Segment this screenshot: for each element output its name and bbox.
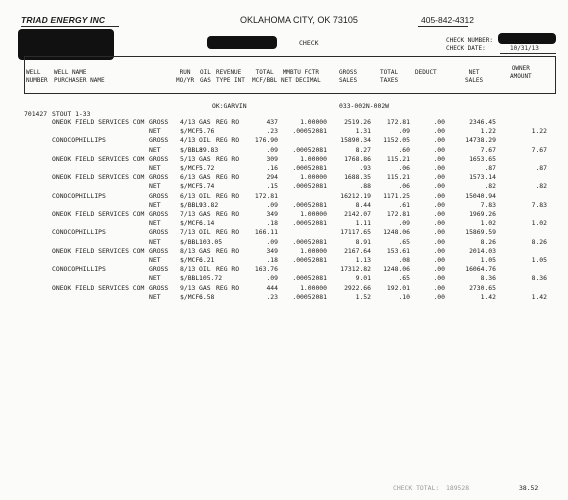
product-or-price: 6.21: [199, 256, 215, 264]
total-taxes: 192.01: [386, 283, 410, 292]
deduct: .00: [433, 228, 445, 237]
btu-or-decimal: .00052081: [292, 274, 327, 283]
btu-or-decimal: .00052081: [292, 292, 327, 301]
owner-amount: 1.42: [531, 292, 547, 301]
product-or-price: GAS: [199, 154, 211, 163]
net-sales: .87: [484, 164, 496, 172]
total-taxes: .10: [398, 292, 410, 301]
deduct: .00: [433, 274, 445, 283]
btu-or-decimal: .00052081: [292, 145, 327, 154]
row-type: GROSS: [149, 191, 169, 200]
deduct: .00: [433, 246, 445, 255]
btu-or-decimal: 1.00000: [300, 210, 327, 218]
check-total-label: CHECK TOTAL:: [393, 484, 440, 492]
total-taxes: 172.81: [386, 118, 410, 126]
gross-sales: 17117.65: [340, 228, 371, 237]
run-period: $/MCF:: [180, 256, 204, 264]
row-type: GROSS: [149, 210, 169, 218]
gross-sales: 2922.66: [344, 283, 371, 292]
purchaser-name: ONEOK FIELD SERVICES COM: [52, 173, 145, 182]
product-or-price: GAS: [199, 173, 211, 182]
owner-amount: .82: [535, 182, 547, 191]
volume: 294: [266, 173, 278, 182]
city-line: OKLAHOMA CITY, OK 73105: [240, 15, 358, 25]
gross-sales: 8.91: [355, 237, 371, 246]
row-type: NET: [149, 182, 161, 191]
gross-sales: 1768.86: [344, 154, 371, 163]
gross-sales: 1688.35: [344, 173, 371, 182]
owner-amount: 1.02: [531, 219, 547, 228]
check-date-value: 10/31/13: [510, 45, 539, 52]
revenue-type: REG RO: [216, 265, 240, 274]
total-taxes: 153.61: [386, 246, 410, 255]
volume: 444: [266, 283, 278, 292]
revenue-type: REG RO: [216, 210, 240, 218]
gross-sales: 8.44: [355, 200, 371, 209]
net-sales: 1.05: [480, 256, 496, 264]
product-or-price: OIL: [199, 228, 211, 237]
deduct: .00: [433, 265, 445, 274]
total-taxes: 115.21: [386, 154, 410, 163]
gross-sales: 2142.07: [344, 210, 371, 218]
volume: .09: [266, 200, 278, 209]
volume: 349: [266, 246, 278, 255]
header-owner-amount: OWNER AMOUNT: [510, 65, 532, 80]
revenue-type: REG RO: [216, 136, 240, 145]
header-gross-sales: GROSS SALES: [339, 69, 358, 84]
check-date-underline: [500, 53, 556, 54]
owner-amount: 7.67: [531, 145, 547, 154]
total-taxes: .09: [398, 127, 410, 136]
header-oil-gas: OIL GAS: [200, 69, 211, 84]
net-sales: 1573.14: [469, 173, 496, 182]
run-period: 4/13: [180, 118, 196, 126]
purchaser-name: ONEOK FIELD SERVICES COM: [52, 246, 145, 255]
well-number: 701427: [24, 110, 48, 118]
volume: .16: [266, 164, 278, 172]
run-period: 7/13: [180, 228, 196, 237]
deduct: .00: [433, 145, 445, 154]
legal-description: 033-002N-002W: [339, 102, 390, 110]
row-type: NET: [149, 274, 161, 283]
revenue-type: REG RO: [216, 228, 240, 237]
deduct: .00: [433, 164, 445, 172]
row-type: GROSS: [149, 154, 169, 163]
btu-or-decimal: .00052081: [292, 237, 327, 246]
btu-or-decimal: 1.00000: [300, 283, 327, 292]
volume: .15: [266, 182, 278, 191]
row-type: NET: [149, 127, 161, 136]
purchaser-name: CONOCOPHILLIPS: [52, 265, 106, 274]
revenue-type: REG RO: [216, 191, 240, 200]
row-type: GROSS: [149, 136, 169, 145]
row-type: NET: [149, 164, 161, 172]
total-taxes: 1248.06: [383, 228, 410, 237]
well-name: STOUT 1-33: [52, 110, 91, 118]
btu-or-decimal: .00052081: [292, 256, 327, 264]
deduct: .00: [433, 154, 445, 163]
deduct: .00: [433, 292, 445, 301]
owner-amount: 8.36: [531, 274, 547, 283]
run-period: 8/13: [180, 246, 196, 255]
purchaser-name: ONEOK FIELD SERVICES COM: [52, 154, 145, 163]
deduct: .00: [433, 173, 445, 182]
volume: 172.81: [254, 191, 278, 200]
total-taxes: .09: [398, 219, 410, 228]
check-number-label: CHECK NUMBER:: [446, 37, 493, 44]
row-type: GROSS: [149, 283, 169, 292]
volume: .18: [266, 219, 278, 228]
product-or-price: OIL: [199, 265, 211, 274]
owner-amount: 1.05: [531, 256, 547, 264]
run-period: 4/13: [180, 136, 196, 145]
run-period: 6/13: [180, 191, 196, 200]
product-or-price: 5.76: [199, 127, 215, 136]
net-sales: .82: [484, 182, 496, 191]
net-sales: 1.42: [480, 292, 496, 301]
revenue-type: REG RO: [216, 283, 240, 292]
product-or-price: 103.05: [199, 237, 223, 246]
run-period: $/MCF:: [180, 127, 204, 136]
gross-sales: 2167.64: [344, 246, 371, 255]
revenue-type: REG RO: [216, 154, 240, 163]
purchaser-name: CONOCOPHILLIPS: [52, 191, 106, 200]
owner-amount: .87: [535, 164, 547, 172]
gross-sales: 1.13: [355, 256, 371, 264]
volume: .23: [266, 127, 278, 136]
header-total-taxes: TOTAL TAXES: [380, 69, 399, 84]
gross-sales: 1.52: [355, 292, 371, 301]
run-period: $/BBL:: [180, 274, 204, 283]
total-taxes: 115.21: [386, 173, 410, 182]
row-type: GROSS: [149, 246, 169, 255]
redacted-check-number: [498, 33, 556, 44]
revenue-type: REG RO: [216, 173, 240, 182]
volume: 176.90: [254, 136, 278, 145]
total-taxes: .06: [398, 164, 410, 172]
volume: .09: [266, 274, 278, 283]
btu-or-decimal: .00052081: [292, 182, 327, 191]
purchaser-name: CONOCOPHILLIPS: [52, 228, 106, 237]
row-type: GROSS: [149, 118, 169, 126]
total-taxes: 1152.05: [383, 136, 410, 145]
run-period: 7/13: [180, 210, 196, 218]
deduct: .00: [433, 210, 445, 218]
product-or-price: 5.74: [199, 182, 215, 191]
total-taxes: 1248.06: [383, 265, 410, 274]
owner-amount: 7.83: [531, 200, 547, 209]
net-sales: 1653.65: [469, 154, 496, 163]
purchaser-name: ONEOK FIELD SERVICES COM: [52, 118, 145, 126]
product-or-price: 93.82: [199, 200, 219, 209]
check-total-number: 189528: [446, 484, 470, 492]
gross-sales: 1.11: [355, 219, 371, 228]
gross-sales: .88: [359, 182, 371, 191]
net-sales: 2730.65: [469, 283, 496, 292]
volume: .09: [266, 237, 278, 246]
btu-or-decimal: 1.00000: [300, 154, 327, 163]
net-sales: 8.36: [480, 274, 496, 283]
total-taxes: .65: [398, 274, 410, 283]
product-or-price: GAS: [199, 246, 211, 255]
net-sales: 1.02: [480, 219, 496, 228]
net-sales: 1.22: [480, 127, 496, 136]
gross-sales: 2519.26: [344, 118, 371, 126]
row-type: NET: [149, 292, 161, 301]
net-sales: 15869.59: [465, 228, 496, 237]
volume: 166.11: [254, 228, 278, 237]
net-sales: 8.26: [480, 237, 496, 246]
row-type: NET: [149, 145, 161, 154]
btu-or-decimal: .00052081: [292, 164, 327, 172]
volume: 437: [266, 118, 278, 126]
gross-sales: 15890.34: [340, 136, 371, 145]
product-or-price: 5.72: [199, 164, 215, 172]
total-taxes: .60: [398, 145, 410, 154]
row-type: NET: [149, 219, 161, 228]
run-period: $/MCF:: [180, 292, 204, 301]
deduct: .00: [433, 237, 445, 246]
run-period: 6/13: [180, 173, 196, 182]
run-period: $/MCF:: [180, 164, 204, 172]
row-type: GROSS: [149, 228, 169, 237]
purchaser-name: ONEOK FIELD SERVICES COM: [52, 283, 145, 292]
revenue-type: REG RO: [216, 118, 240, 126]
volume: 349: [266, 210, 278, 218]
product-or-price: GAS: [199, 118, 211, 126]
revenue-type: REG RO: [216, 246, 240, 255]
net-sales: 2346.45: [469, 118, 496, 126]
deduct: .00: [433, 182, 445, 191]
btu-or-decimal: 1.00000: [300, 173, 327, 182]
net-sales: 16064.76: [465, 265, 496, 274]
total-taxes: .65: [398, 237, 410, 246]
gross-sales: 8.27: [355, 145, 371, 154]
net-sales: 1969.26: [469, 210, 496, 218]
document-title: CHECK: [299, 39, 319, 47]
run-period: $/MCF:: [180, 182, 204, 191]
check-total-amount: 38.52: [519, 484, 539, 492]
volume: 163.76: [254, 265, 278, 274]
net-sales: 15040.94: [465, 191, 496, 200]
volume: 309: [266, 154, 278, 163]
net-sales: 7.83: [480, 200, 496, 209]
volume: .18: [266, 256, 278, 264]
deduct: .00: [433, 118, 445, 126]
run-period: 9/13: [180, 283, 196, 292]
deduct: .00: [433, 219, 445, 228]
deduct: .00: [433, 191, 445, 200]
total-taxes: 172.81: [386, 210, 410, 218]
row-type: NET: [149, 256, 161, 264]
header-revenue: REVENUE TYPE INT: [216, 69, 245, 84]
btu-or-decimal: .00052081: [292, 219, 327, 228]
run-period: $/BBL:: [180, 145, 204, 154]
row-type: NET: [149, 237, 161, 246]
gross-sales: .93: [359, 164, 371, 172]
deduct: .00: [433, 256, 445, 264]
header-well: WELL NUMBER: [26, 69, 48, 84]
gross-sales: 1.31: [355, 127, 371, 136]
row-type: NET: [149, 200, 161, 209]
net-sales: 14738.29: [465, 136, 496, 145]
deduct: .00: [433, 283, 445, 292]
phone-number: 405-842-4312: [421, 15, 474, 25]
product-or-price: GAS: [199, 283, 211, 292]
header-total-volume: TOTAL MCF/BBL: [252, 69, 278, 84]
volume: .23: [266, 292, 278, 301]
btu-or-decimal: 1.00000: [300, 246, 327, 255]
row-type: GROSS: [149, 265, 169, 274]
header-mmbtu: MMBTU FCTR NET DECIMAL: [281, 69, 321, 84]
company-name: TRIAD ENERGY INC: [21, 15, 106, 25]
county-label: OK:GARVIN: [212, 102, 247, 110]
purchaser-name: CONOCOPHILLIPS: [52, 136, 106, 145]
run-period: $/BBL:: [180, 237, 204, 246]
total-taxes: .06: [398, 182, 410, 191]
total-taxes: .08: [398, 256, 410, 264]
btu-or-decimal: .00052081: [292, 200, 327, 209]
row-type: GROSS: [149, 173, 169, 182]
header-deduct: DEDUCT: [415, 69, 437, 76]
product-or-price: 89.83: [199, 145, 219, 154]
deduct: .00: [433, 136, 445, 145]
volume: .09: [266, 145, 278, 154]
deduct: .00: [433, 127, 445, 136]
product-or-price: GAS: [199, 210, 211, 218]
company-underline: [21, 26, 119, 27]
net-sales: 2014.03: [469, 246, 496, 255]
product-or-price: OIL: [199, 191, 211, 200]
product-or-price: 105.72: [199, 274, 223, 283]
run-period: $/BBL:: [180, 200, 204, 209]
owner-amount: 1.22: [531, 127, 547, 136]
run-period: $/MCF:: [180, 219, 204, 228]
net-sales: 7.67: [480, 145, 496, 154]
total-taxes: 1171.25: [383, 191, 410, 200]
product-or-price: 6.14: [199, 219, 215, 228]
purchaser-name: ONEOK FIELD SERVICES COM: [52, 210, 145, 218]
phone-underline: [418, 26, 468, 27]
header-net-sales: NET SALES: [465, 69, 484, 84]
header-well-name: WELL NAME PURCHASER NAME: [54, 69, 105, 84]
product-or-price: 6.58: [199, 292, 215, 301]
btu-or-decimal: 1.00000: [300, 118, 327, 126]
gross-sales: 16212.19: [340, 191, 371, 200]
btu-or-decimal: .00052081: [292, 127, 327, 136]
header-run: RUN MO/YR: [176, 69, 195, 84]
run-period: 8/13: [180, 265, 196, 274]
gross-sales: 9.01: [355, 274, 371, 283]
deduct: .00: [433, 200, 445, 209]
redacted-payee: [207, 36, 277, 49]
run-period: 5/13: [180, 154, 196, 163]
owner-amount: 8.26: [531, 237, 547, 246]
total-taxes: .61: [398, 200, 410, 209]
check-date-label: CHECK DATE:: [446, 45, 486, 52]
product-or-price: OIL: [199, 136, 211, 145]
gross-sales: 17312.82: [340, 265, 371, 274]
